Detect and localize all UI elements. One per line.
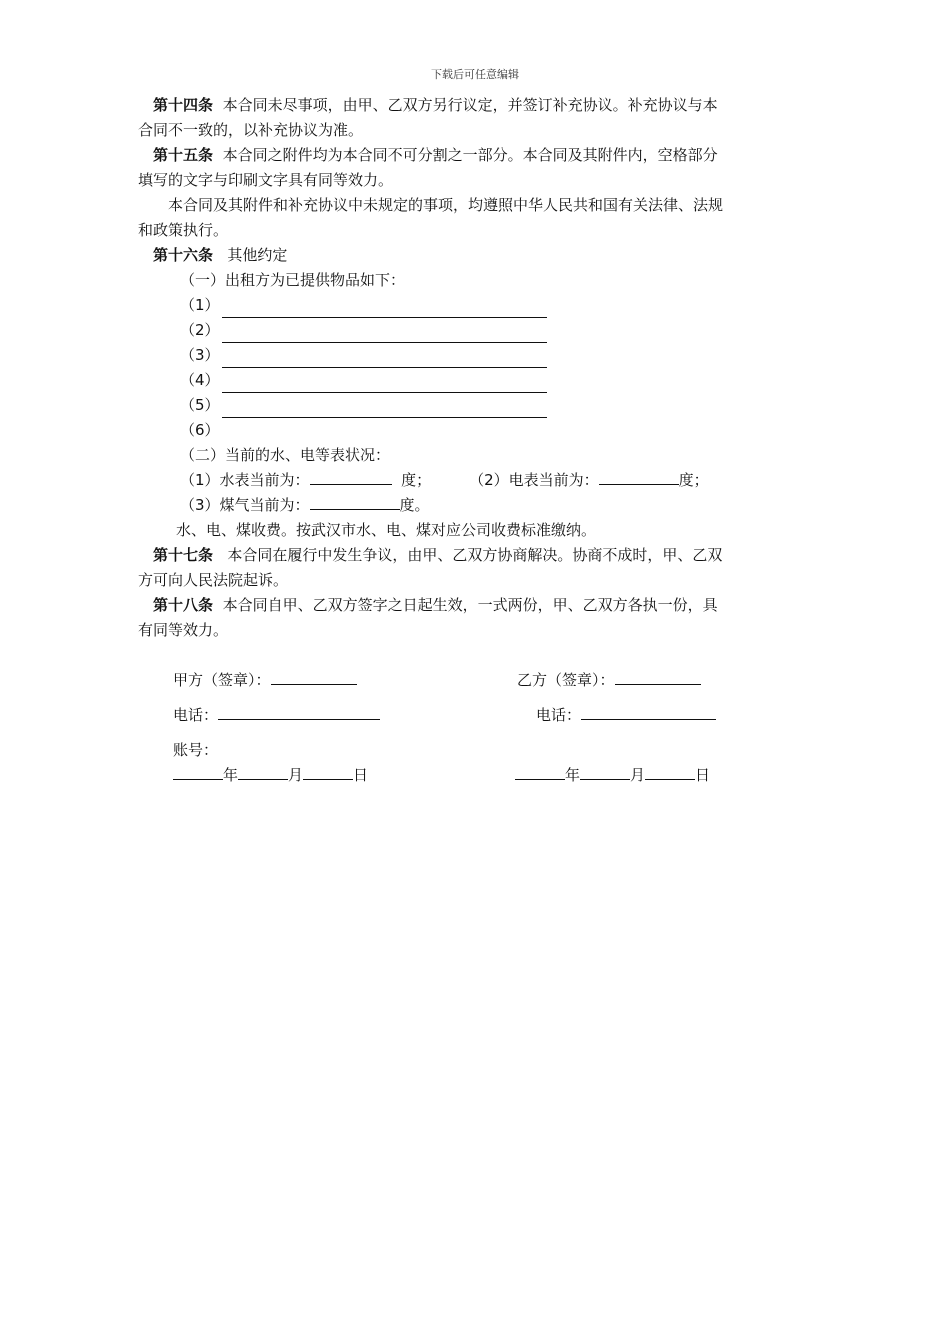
water-meter-label: （1）水表当前为： [180, 471, 310, 489]
article-18-text-2: 有同等效力。 [138, 621, 229, 639]
water-meter-blank[interactable] [310, 468, 392, 485]
article-17 [138, 543, 814, 568]
party-a-month-field[interactable] [238, 763, 288, 780]
article-15-text-2: 填写的文字与印刷文字具有同等效力。 [138, 171, 394, 189]
article-15 [138, 143, 814, 168]
article-16 [138, 243, 814, 268]
party-a-phone [173, 703, 380, 725]
party-a-phone-field[interactable] [218, 703, 380, 720]
party-b-label: 乙方（签章）： [517, 671, 615, 689]
utility-fees-note: 水、电、煤收费。按武汉市水、电、煤对应公司收费标准缴纳。 [176, 521, 597, 539]
electric-meter-unit: 度； [678, 471, 709, 489]
water-meter-unit: 度； [401, 471, 432, 489]
meter-readings-line [138, 468, 814, 493]
law-paragraph-2: 和政策执行。 [138, 221, 229, 239]
account-label: 账号： [173, 741, 219, 759]
party-b-day-field[interactable] [645, 763, 695, 780]
party-a-date [173, 763, 368, 785]
gas-meter-line [138, 493, 814, 518]
article-16-title: 其他约定 [227, 246, 288, 264]
party-b-month-field[interactable] [580, 763, 630, 780]
electric-meter-label: （2）电表当前为： [469, 471, 599, 489]
gas-meter-label: （3）煤气当前为： [180, 496, 310, 514]
party-b-phone-field[interactable] [581, 703, 716, 720]
year-label: 年 [223, 766, 239, 784]
article-17-text-1: 本合同在履行中发生争议，由甲、乙双方协商解决。协商不成时，甲、乙双 [227, 546, 723, 564]
page-header-note: 下载后可任意编辑 [431, 68, 519, 81]
party-b-phone-label: 电话： [536, 706, 582, 724]
party-a-phone-label: 电话： [173, 706, 219, 724]
item-blank-field[interactable] [222, 400, 547, 418]
article-18 [138, 593, 814, 618]
article-16-label: 第十六条 [153, 246, 214, 264]
article-14-text-2: 合同不一致的，以补充协议为准。 [138, 121, 364, 139]
item-number: （3） [180, 346, 220, 364]
item-blank-field[interactable] [222, 350, 547, 368]
item-line-4 [138, 368, 814, 393]
items-provided-heading: （一）出租方为已提供物品如下： [180, 271, 406, 289]
party-b-year-field[interactable] [515, 763, 565, 780]
article-14-text-1: 本合同未尽事项，由甲、乙双方另行议定，并签订补充协议。补充协议与本 [222, 96, 718, 114]
article-18-label: 第十八条 [153, 596, 214, 614]
month-label: 月 [288, 766, 304, 784]
gas-meter-blank[interactable] [310, 493, 400, 510]
item-number: （2） [180, 321, 220, 339]
party-a-year-field[interactable] [173, 763, 223, 780]
article-17-text-2: 方可向人民法院起诉。 [138, 571, 289, 589]
day-label: 日 [695, 766, 711, 784]
party-a-label: 甲方（签章）： [173, 671, 271, 689]
article-15-label: 第十五条 [153, 146, 214, 164]
item-line-5 [138, 393, 814, 418]
article-14-label: 第十四条 [153, 96, 214, 114]
party-b-phone [536, 703, 716, 725]
gas-meter-unit: 度。 [399, 496, 430, 514]
item-number: （4） [180, 371, 220, 389]
month-label: 月 [630, 766, 646, 784]
item-line-2 [138, 318, 814, 343]
item-line-3 [138, 343, 814, 368]
item-number: （1） [180, 296, 220, 314]
article-15-text-1: 本合同之附件均为本合同不可分割之一部分。本合同及其附件内，空格部分 [222, 146, 718, 164]
meter-status-heading: （二）当前的水、电等表状况： [180, 446, 391, 464]
item-blank-field[interactable] [222, 375, 547, 393]
electric-meter-blank[interactable] [599, 468, 679, 485]
party-a-signature [173, 668, 357, 690]
party-a-day-field[interactable] [303, 763, 353, 780]
item-blank-field[interactable] [222, 325, 547, 343]
day-label: 日 [353, 766, 369, 784]
item-line-1 [138, 293, 814, 318]
law-paragraph-1: 本合同及其附件和补充协议中未规定的事项，均遵照中华人民共和国有关法律、法规 [168, 196, 724, 214]
article-14 [138, 93, 814, 118]
item-number: （5） [180, 396, 220, 414]
contract-body [138, 93, 814, 643]
year-label: 年 [565, 766, 581, 784]
party-a-signature-field[interactable] [271, 668, 357, 685]
party-b-date [515, 763, 710, 785]
item-line-6: （6） [180, 421, 220, 439]
article-17-label: 第十七条 [153, 546, 214, 564]
item-blank-field[interactable] [222, 300, 547, 318]
party-b-signature [517, 668, 701, 690]
article-18-text-1: 本合同自甲、乙双方签字之日起生效，一式两份，甲、乙双方各执一份，具 [222, 596, 718, 614]
party-b-signature-field[interactable] [615, 668, 701, 685]
